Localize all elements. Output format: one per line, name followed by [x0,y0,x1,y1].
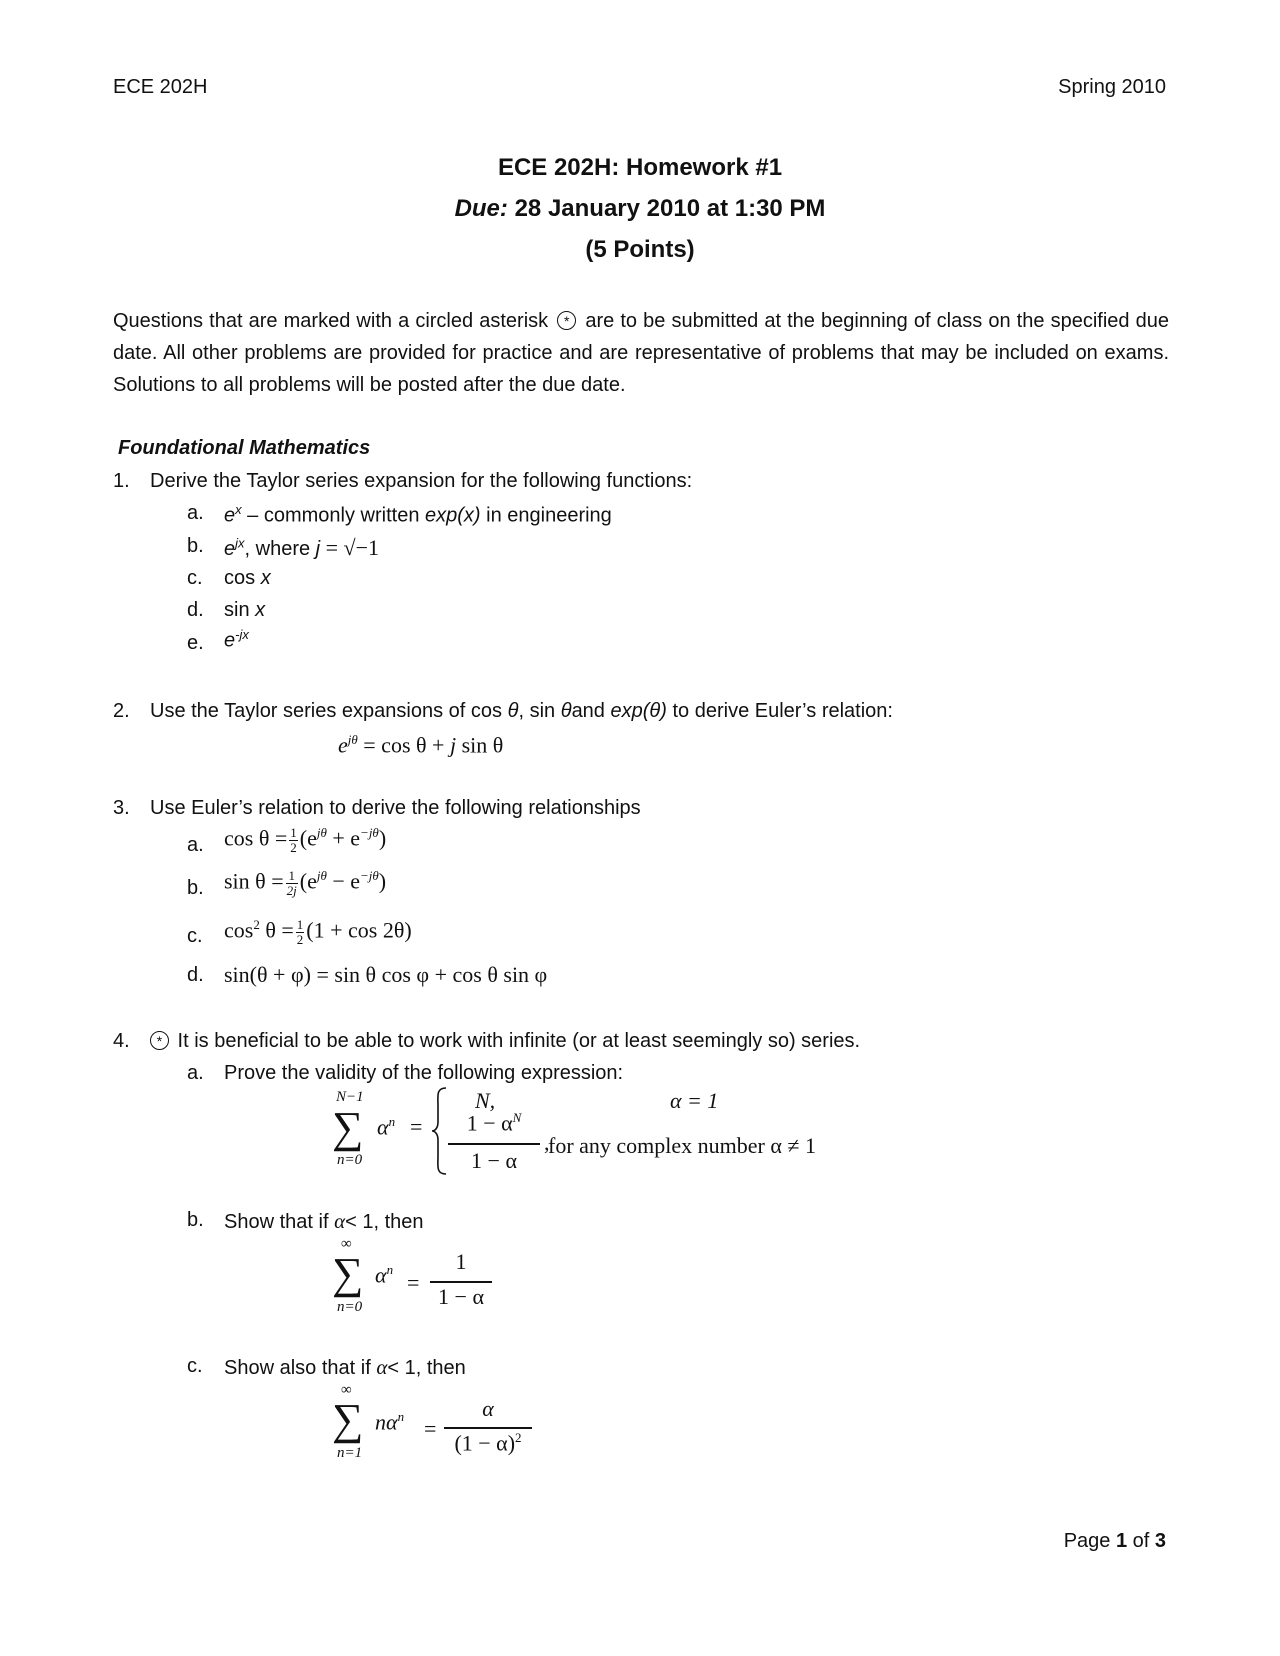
due-line [0,195,1280,223]
problem-3-text: Use Euler’s relation to derive the following relationships [150,797,641,819]
p1a-label: a. [187,502,204,524]
p4a-sigma: ∑ [332,1103,364,1152]
p3a-label: a. [187,834,204,856]
p4b-term: $\alpha^n$ [375,1262,394,1288]
p4a-case1: N, [475,1088,496,1113]
problem-2-text: Use the Taylor series expansions of cos θ, sin θand exp(θ) to derive Euler’s relation: [150,700,893,722]
p4c-numerator: α [482,1396,494,1421]
p1c-label: c. [187,567,203,589]
p4b-sigma: ∑ [332,1249,364,1298]
p4b-equals: = [407,1270,420,1295]
circled-asterisk-icon: * [557,311,576,330]
problem-3-number: 3. [113,797,130,819]
p4a-case2-condition: for any complex number α ≠ 1 [548,1133,816,1158]
p3d-label: d. [187,964,204,986]
problem-4-text: * It is beneficial to be able to work with infinite (or at least seemingly so) series. [150,1030,860,1053]
p4b-numerator: 1 [455,1249,467,1274]
p1e-label: e. [187,632,204,654]
due-value: 28 January 2010 at 1:30 PM [507,195,826,222]
p4a-text: Prove the validity of the following expression: [224,1062,624,1084]
p4c-denominator: $(1 - \alpha)^2$ [454,1430,522,1456]
due-label: Due: [454,195,508,222]
section-heading: Foundational Mathematics [118,437,371,459]
problem-2-number: 2. [113,700,130,722]
p4b-sum-lower: n=0 [337,1299,363,1315]
p4b-sum-upper: ∞ [341,1236,352,1252]
p4a-case2-denominator: 1 − α [471,1148,517,1173]
p4c-fraction-bar [444,1427,532,1429]
p3b-equation: sin θ = $\frac{1}{2j}$ $(e^{j\theta} - e^{-j\theta})$ [224,867,387,898]
p4a-label: a. [187,1062,204,1084]
p3a-equation: cos θ = $\frac{1}{2}$ $(e^{j\theta} + e^{-j\theta})$ [224,824,387,855]
p4c-term: $n\alpha^n$ [375,1409,405,1435]
p1d-label: d. [187,599,204,621]
p4c-sigma: ∑ [332,1395,364,1444]
p4a-term: $\alpha^n$ [377,1114,396,1140]
p3d-equation: sin(θ + φ) = sin θ cos φ + cos θ sin φ [224,962,548,987]
intro-paragraph: Questions that are marked with a circled asterisk * are to be submitted at the beginning of class on the specified due date. All other problems are provided for practice and are representative of problems that may be included on exams. Solutions to all problems will be posted after the due date. [113,310,1169,396]
p4b-denominator: 1 − α [438,1284,484,1309]
p4a-sum-lower: n=0 [337,1152,363,1168]
problem-1-text: Derive the Taylor series expansion for the following functions: [150,470,693,492]
p4c-equals: = [424,1416,437,1441]
p1b-text: $e^{jx}$, where j = √−1 [224,535,380,560]
p4c-text: Show also that if α< 1, then [224,1355,466,1379]
p3c-equation: $\cos^2 \theta$ = $\frac{1}{2}$ (1 + cos 2θ) [224,916,412,947]
p4a-sum-upper: N−1 [336,1089,364,1105]
p4b-label: b. [187,1209,204,1231]
p4b-text: Show that if α< 1, then [224,1209,424,1233]
page-number: Page 1 of 3 [1063,1530,1166,1552]
p4a-equals: = [410,1114,423,1139]
p3c-label: c. [187,925,203,947]
p1a-text: $e^x$ – commonly written exp(x) in engineering [224,502,612,527]
p1d-text: sin x [224,599,266,621]
p4a-fraction-bar [448,1143,540,1145]
p1b-label: b. [187,535,204,557]
points-line: (5 Points) [585,236,695,263]
problem-4-number: 4. [113,1030,130,1052]
p4c-sum-lower: n=1 [337,1445,363,1461]
euler-equation: $e^{j\theta} = \cos \theta + j$ sin θ [338,732,504,758]
circled-asterisk-icon: * [150,1031,169,1050]
p1e-text: $e^{-jx}$ [224,627,249,652]
p4a-case2-numerator: $1 - \alpha^N$ [466,1110,522,1136]
problem-1-number: 1. [113,470,130,492]
p3b-label: b. [187,877,204,899]
p4c-sum-upper: ∞ [341,1382,352,1398]
p4a-case1-condition: α = 1 [670,1088,719,1113]
p4a-comma: , [544,1130,550,1155]
header-course: ECE 202H [113,76,208,98]
p4b-fraction-bar [430,1281,492,1283]
header-term: Spring 2010 [1058,76,1166,98]
p1c-text: cos x [224,567,271,589]
p4c-label: c. [187,1355,203,1377]
page-title: ECE 202H: Homework #1 [497,154,783,181]
